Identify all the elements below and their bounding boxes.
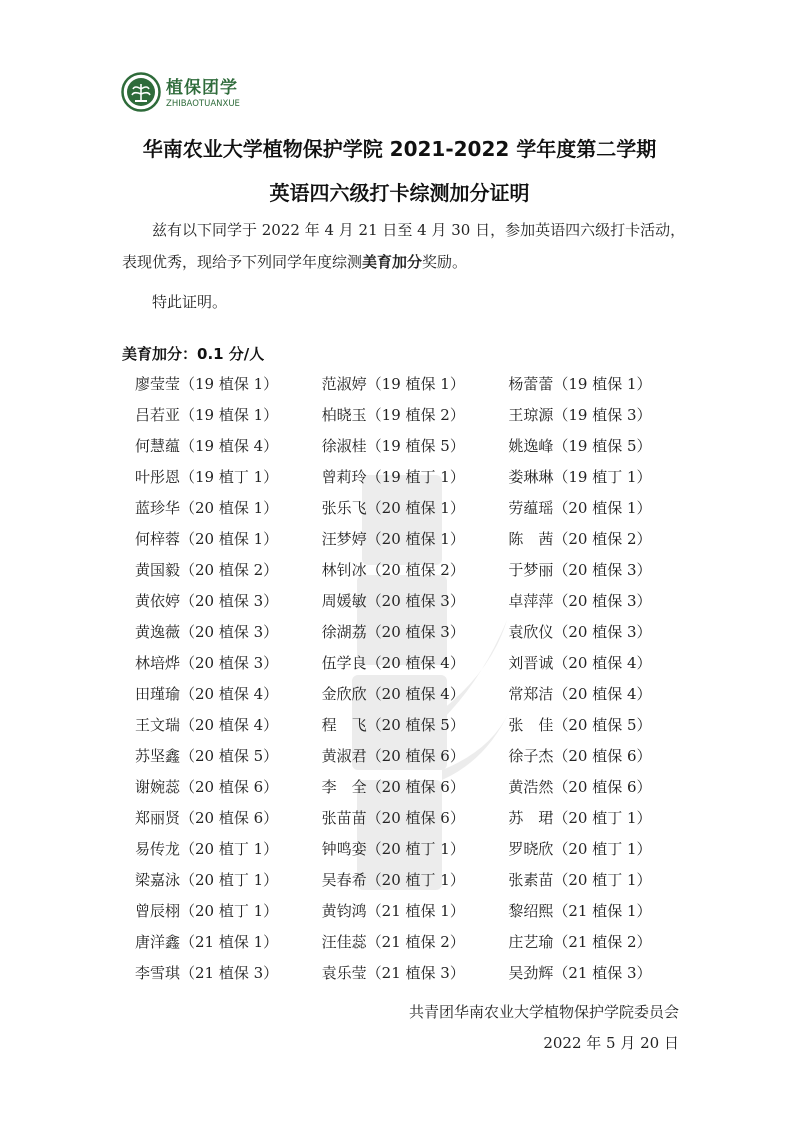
student-entry: 王琼源（19 植保 3） <box>508 406 652 424</box>
student-entry: 汪佳蕊（21 植保 2） <box>321 933 465 951</box>
student-entry: 袁乐莹（21 植保 3） <box>321 964 465 982</box>
student-entry: 周媛敏（20 植保 3） <box>321 592 465 610</box>
issuer-signature: 共青团华南农业大学植物保护学院委员会 <box>408 1003 679 1021</box>
student-entry: 黄钧鸿（21 植保 1） <box>321 902 465 920</box>
student-entry: 常郑洁（20 植保 4） <box>508 685 652 703</box>
student-entry: 林培烨（20 植保 3） <box>135 654 279 672</box>
student-entry: 张乐飞（20 植保 1） <box>321 499 465 517</box>
student-entry: 程 飞（20 植保 5） <box>321 716 465 734</box>
certify-paragraph: 特此证明。 <box>152 293 228 311</box>
student-entry: 黄淑君（20 植保 6） <box>321 747 465 765</box>
student-entry: 刘晋诚（20 植保 4） <box>508 654 652 672</box>
name-row <box>135 678 695 709</box>
student-entry: 曾莉玲（19 植丁 1） <box>321 468 465 486</box>
logo-emblem-icon <box>121 72 161 112</box>
student-entry: 何慧蕴（19 植保 4） <box>135 437 279 455</box>
student-entry: 姚逸峰（19 植保 5） <box>508 437 652 455</box>
student-entry: 王文瑞（20 植保 4） <box>135 716 279 734</box>
student-entry: 黎绍熙（21 植保 1） <box>508 902 652 920</box>
logo <box>121 72 261 114</box>
intro-bold-text: 美育加分 <box>362 253 423 271</box>
student-entry: 吴春希（20 植丁 1） <box>321 871 465 889</box>
name-row <box>135 740 695 771</box>
name-row <box>135 492 695 523</box>
student-entry: 金欣欣（20 植保 4） <box>321 685 465 703</box>
student-entry: 钟鸣娈（20 植丁 1） <box>321 840 465 858</box>
student-entry: 易传龙（20 植丁 1） <box>135 840 279 858</box>
student-entry: 范淑婷（19 植保 1） <box>321 375 465 393</box>
student-entry: 张素苗（20 植丁 1） <box>508 871 652 889</box>
student-entry: 娄琳琳（19 植丁 1） <box>508 468 652 486</box>
student-entry: 于梦丽（20 植保 3） <box>508 561 652 579</box>
student-entry: 林钊冰（20 植保 2） <box>321 561 465 579</box>
student-entry: 谢婉蕊（20 植保 6） <box>135 778 279 796</box>
name-row <box>135 833 695 864</box>
student-entry: 田瑾瑜（20 植保 4） <box>135 685 279 703</box>
student-entry: 汪梦婷（20 植保 1） <box>321 530 465 548</box>
name-row <box>135 554 695 585</box>
name-row <box>135 647 695 678</box>
student-entry: 张 佳（20 植保 5） <box>508 716 652 734</box>
student-entry: 徐湖荔（20 植保 3） <box>321 623 465 641</box>
student-entry: 何梓蓉（20 植保 1） <box>135 530 279 548</box>
student-entry: 卓萍萍（20 植保 3） <box>508 592 652 610</box>
name-row <box>135 895 695 926</box>
student-entry: 吕若亚（19 植保 1） <box>135 406 279 424</box>
student-entry: 曾辰栩（20 植丁 1） <box>135 902 279 920</box>
student-entry: 李 全（20 植保 6） <box>321 778 465 796</box>
student-entry: 梁嘉泳（20 植丁 1） <box>135 871 279 889</box>
document-title-line1: 华南农业大学植物保护学院 2021-2022 学年度第二学期 <box>142 137 657 161</box>
name-row <box>135 957 695 988</box>
document-title-line2: 英语四六级打卡综测加分证明 <box>269 181 530 205</box>
student-entry: 徐子杰（20 植保 6） <box>508 747 652 765</box>
student-entry: 黄浩然（20 植保 6） <box>508 778 652 796</box>
student-entry: 罗晓欣（20 植丁 1） <box>508 840 652 858</box>
student-entry: 黄依婷（20 植保 3） <box>135 592 279 610</box>
name-row <box>135 461 695 492</box>
name-row <box>135 399 695 430</box>
student-entry: 柏晓玉（19 植保 2） <box>321 406 465 424</box>
student-entry: 蓝珍华（20 植保 1） <box>135 499 279 517</box>
logo-text-cn: 植保团学 <box>166 78 238 98</box>
intro-text: 兹有以下同学于 2022 年 4 月 21 日至 4 月 30 日，参加英语四六级打卡活动，表现优秀，现给予下列同学年度综测 <box>122 221 686 271</box>
intro-paragraph <box>122 214 692 278</box>
name-row <box>135 616 695 647</box>
name-row <box>135 368 695 399</box>
student-entry: 黄逸薇（20 植保 3） <box>135 623 279 641</box>
student-entry: 苏 珺（20 植丁 1） <box>508 809 652 827</box>
name-row <box>135 771 695 802</box>
name-row <box>135 585 695 616</box>
name-row <box>135 802 695 833</box>
student-entry: 庄艺瑜（21 植保 2） <box>508 933 652 951</box>
logo-text-en: ZHIBAOTUANXUE <box>166 99 240 109</box>
student-entry: 黄国毅（20 植保 2） <box>135 561 279 579</box>
name-row <box>135 430 695 461</box>
student-entry: 唐洋鑫（21 植保 1） <box>135 933 279 951</box>
student-entry: 杨蕾蕾（19 植保 1） <box>508 375 652 393</box>
name-row <box>135 864 695 895</box>
student-entry: 苏坚鑫（20 植保 5） <box>135 747 279 765</box>
student-entry: 廖莹莹（19 植保 1） <box>135 375 279 393</box>
student-entry: 李雪琪（21 植保 3） <box>135 964 279 982</box>
name-row <box>135 926 695 957</box>
student-entry: 伍学良（20 植保 4） <box>321 654 465 672</box>
student-entry: 劳蕴瑶（20 植保 1） <box>508 499 652 517</box>
student-entry: 袁欣仪（20 植保 3） <box>508 623 652 641</box>
student-entry: 吴劲辉（21 植保 3） <box>508 964 652 982</box>
issue-date: 2022 年 5 月 20 日 <box>543 1034 679 1052</box>
student-entry: 徐淑桂（19 植保 5） <box>321 437 465 455</box>
name-row <box>135 523 695 554</box>
name-row <box>135 709 695 740</box>
intro-text-end: 奖励。 <box>422 253 468 271</box>
student-entry: 叶彤恩（19 植丁 1） <box>135 468 279 486</box>
name-list <box>135 368 695 988</box>
student-entry: 张苗苗（20 植保 6） <box>321 809 465 827</box>
student-entry: 郑丽贤（20 植保 6） <box>135 809 279 827</box>
student-entry: 陈 茜（20 植保 2） <box>508 530 652 548</box>
award-label: 美育加分：0.1 分/人 <box>122 345 265 363</box>
